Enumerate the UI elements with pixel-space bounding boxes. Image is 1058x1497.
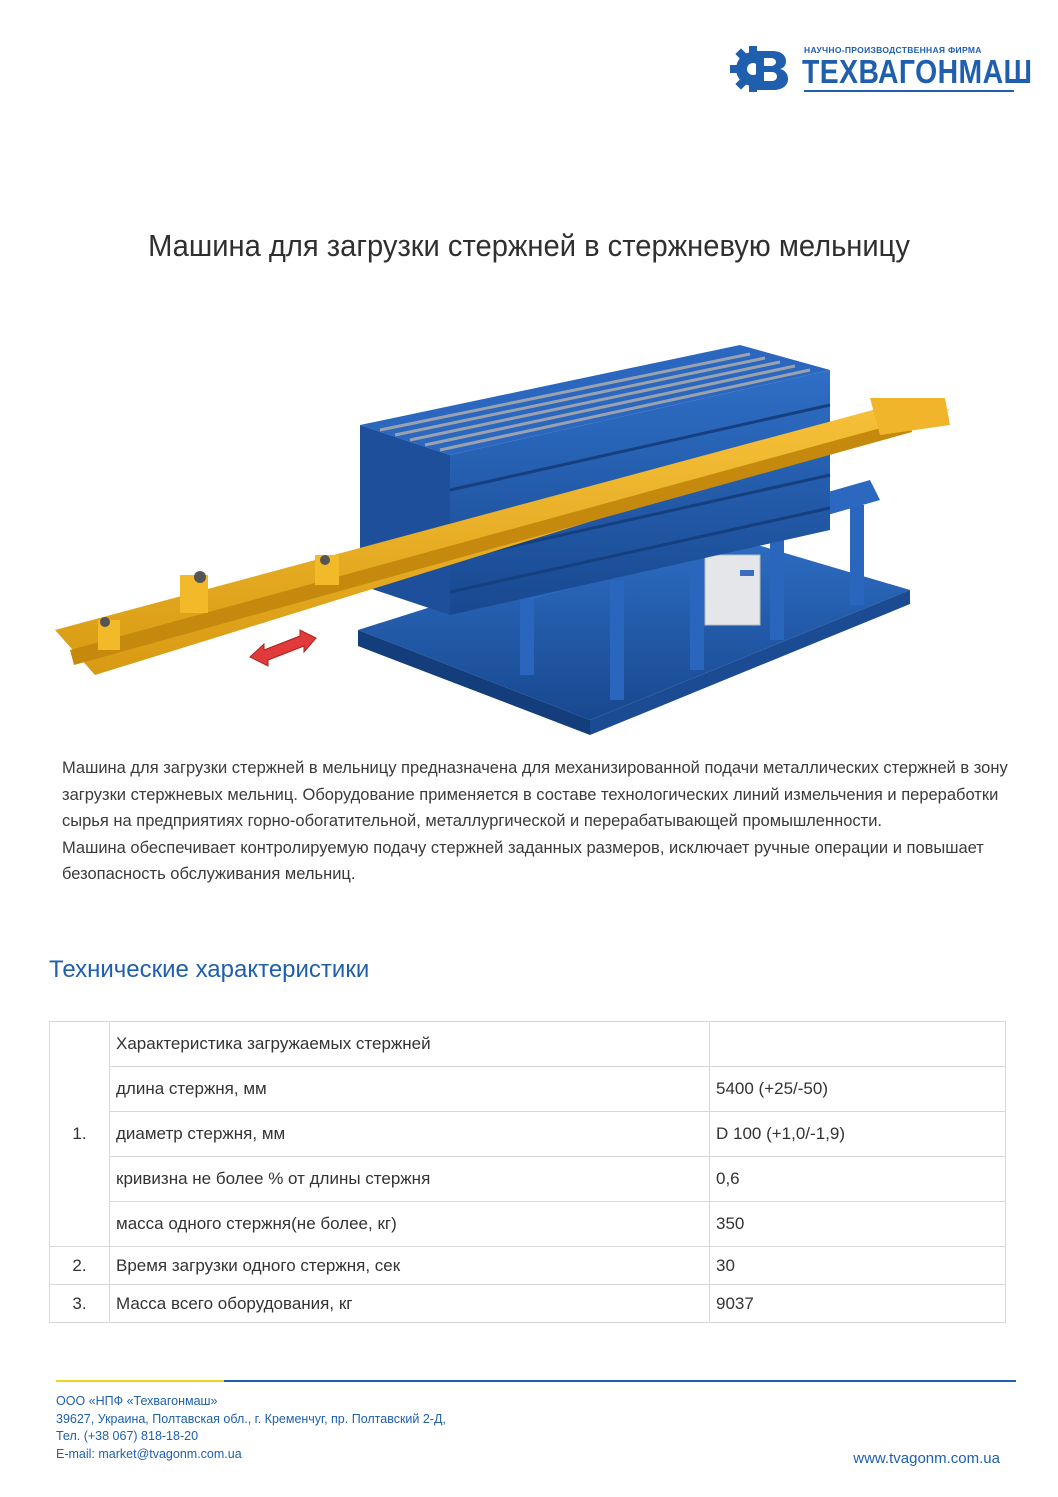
footer-divider-blue bbox=[224, 1380, 1016, 1382]
specs-table bbox=[49, 1021, 1006, 1323]
page-title: Машина для загрузки стержней в стержневую мельницу bbox=[148, 228, 910, 263]
footer-contacts bbox=[56, 1393, 446, 1463]
specs-section-title: Технические характеристики bbox=[49, 956, 370, 983]
spec-label: диаметр стержня, мм bbox=[110, 1112, 710, 1157]
spec-value: 30 bbox=[710, 1247, 1006, 1285]
spec-label: Время загрузки одного стержня, сек bbox=[110, 1247, 710, 1285]
footer-email[interactable]: E-mail: market@tvagonm.com.ua bbox=[56, 1446, 242, 1461]
spec-value: 350 bbox=[710, 1202, 1006, 1247]
row-number: 3. bbox=[50, 1285, 110, 1323]
table-row bbox=[50, 1157, 1006, 1202]
table-row bbox=[50, 1202, 1006, 1247]
row-number: 1. bbox=[50, 1022, 110, 1247]
spec-value: 0,6 bbox=[710, 1157, 1006, 1202]
group-header: Характеристика загружаемых стержней bbox=[110, 1022, 710, 1067]
spec-label: Масса всего оборудования, кг bbox=[110, 1285, 710, 1323]
description-paragraph: Машина для загрузки стержней в мельницу предназначена для механизированной подачи металлических стержней в зону загрузки стержневых мельниц. Оборудование применяется в составе технологических линий измельчения и переработки сырья на предприятиях горно-обогатительной, металлургической и перерабатывающей промышленности. bbox=[62, 759, 1008, 830]
spec-value: 9037 bbox=[710, 1285, 1006, 1323]
spec-label: длина стержня, мм bbox=[110, 1067, 710, 1112]
row-number: 2. bbox=[50, 1247, 110, 1285]
gear-b-logo-icon bbox=[728, 44, 790, 94]
spec-label: масса одного стержня(не более, кг) bbox=[110, 1202, 710, 1247]
company-logo bbox=[728, 42, 1033, 96]
footer-website-link[interactable]: www.tvagonm.com.ua bbox=[853, 1450, 1000, 1467]
spec-label: кривизна не более % от длины стержня bbox=[110, 1157, 710, 1202]
footer-phone: Тел. (+38 067) 818-18-20 bbox=[56, 1429, 199, 1443]
table-row bbox=[50, 1247, 1006, 1285]
logo-subtitle: НАУЧНО-ПРОИЗВОДСТВЕННАЯ ФИРМА bbox=[804, 45, 982, 55]
table-row bbox=[50, 1022, 1006, 1067]
empty-value-cell bbox=[710, 1022, 1006, 1067]
footer-company: ООО «НПФ «Техвагонмаш» bbox=[56, 1394, 218, 1408]
table-row bbox=[50, 1067, 1006, 1112]
product-description bbox=[62, 755, 1012, 888]
description-paragraph: Машина обеспечивает контролируемую подачу стержней заданных размеров, исключает ручные операции и повышает безопасность обслуживания мельниц. bbox=[62, 838, 984, 883]
table-row bbox=[50, 1112, 1006, 1157]
spec-value: D 100 (+1,0/-1,9) bbox=[710, 1112, 1006, 1157]
footer-divider-yellow bbox=[56, 1380, 224, 1382]
footer-address: 39627, Украина, Полтавская обл., г. Кременчуг, пр. Полтавский 2-Д, bbox=[56, 1411, 446, 1426]
logo-underline bbox=[804, 90, 1014, 92]
movement-arrow-icon bbox=[250, 630, 316, 666]
spec-value: 5400 (+25/-50) bbox=[710, 1067, 1006, 1112]
logo-name: ТЕХВАГОНМАШ bbox=[802, 53, 1033, 90]
table-row bbox=[50, 1285, 1006, 1323]
rod-loading-machine-illustration bbox=[50, 330, 960, 740]
